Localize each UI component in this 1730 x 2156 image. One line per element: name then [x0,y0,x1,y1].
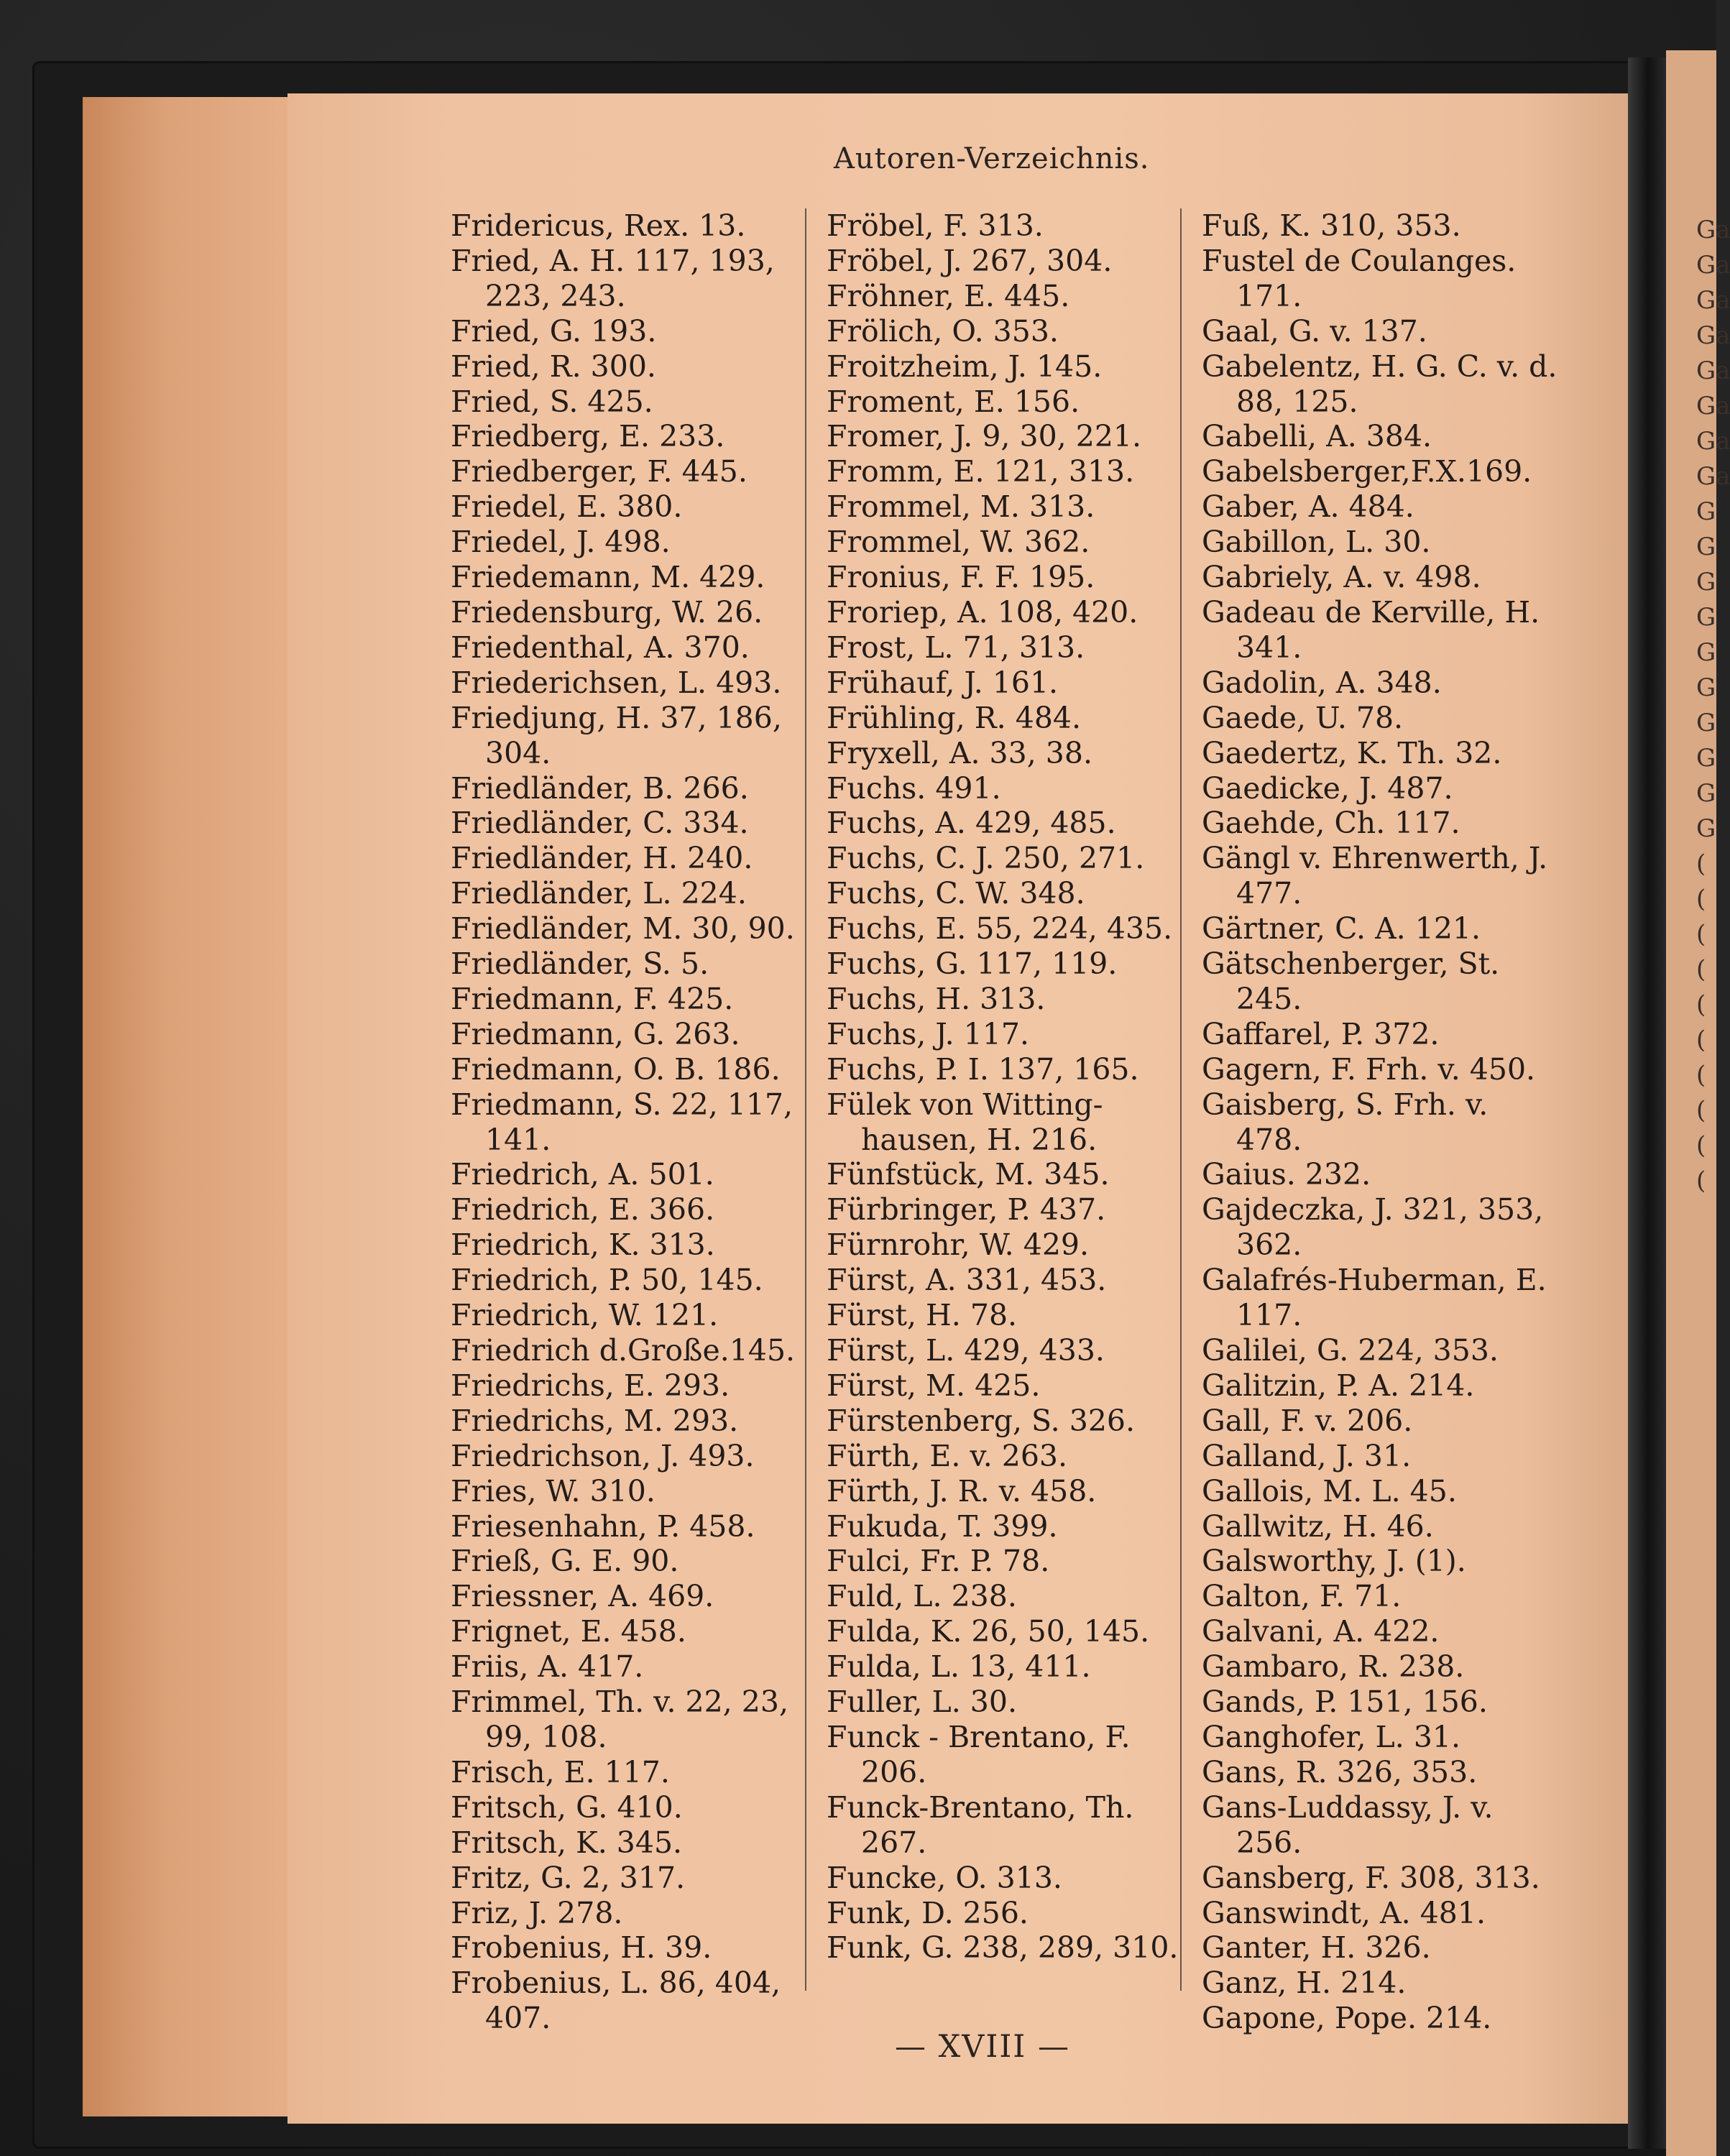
index-entry: Fröhner, E. 445. [827,278,1070,313]
index-entry: Funk, D. 256. [827,1895,1029,1930]
index-entry: Fridericus, Rex. 13. [451,208,746,243]
index-entry: Fulda, L. 13, 411. [827,1649,1091,1685]
index-entry: Friedrich, A. 501. [451,1157,714,1192]
index-entry: Fritsch, K. 345. [451,1825,683,1860]
next-page-letter: Ga [1696,462,1730,491]
index-entry: Fried, A. H. 117, 193, 223, 243. [451,243,775,313]
index-entry: Fulci, Fr. P. 78. [827,1544,1050,1579]
index-entry: Froriep, A. 108, 420. [827,594,1138,630]
next-page-letter: Ga [1696,392,1730,420]
next-page-letter: G [1696,638,1716,667]
index-entry: Friedländer, H. 240. [451,841,753,876]
index-entry: Friedländer, L. 224. [451,876,747,911]
index-entry: Frost, L. 71, 313. [827,630,1085,665]
index-entry: Fuller, L. 30. [827,1685,1017,1720]
index-entry: Gaal, G. v. 137. [1202,313,1427,349]
index-entry: Gagern, F. Frh. v. 450. [1202,1051,1536,1087]
index-entry: Ganswindt, A. 481. [1202,1895,1486,1930]
index-entry: Galafrés-Huberman, E. 117. [1202,1263,1547,1333]
index-entry: Friedrichs, M. 293. [451,1403,739,1438]
index-entry: Friedmann, F. 425. [451,981,734,1016]
book-gutter [1628,57,1667,2149]
index-entry: Fülek von Witting-hausen, H. 216. [827,1087,1103,1157]
index-entry: Gadolin, A. 348. [1202,665,1442,700]
index-entry: Fürth, E. v. 263. [827,1438,1068,1473]
next-page-letter: G [1696,709,1716,737]
index-entry: Fukuda, T. 399. [827,1508,1058,1544]
index-entry: Ganghofer, L. 31. [1202,1719,1461,1754]
index-entry: Galitzin, P. A. 214. [1202,1368,1475,1403]
page-number: — XVIII — [895,2029,1070,2065]
next-page-letter: Ga [1696,321,1730,350]
page-edge [83,97,298,2116]
index-entry: Fuld, L. 238. [827,1579,1017,1614]
index-entry: Frühauf, J. 161. [827,665,1059,700]
next-page-letter: ( [1696,1026,1706,1054]
index-entry: Fries, W. 310. [451,1473,655,1508]
next-page-letter: Ga [1696,286,1730,315]
index-entry: Gabelli, A. 384. [1202,419,1432,454]
next-page-letter: ( [1696,920,1706,949]
index-entry: Gärtner, C. A. 121. [1202,911,1481,946]
index-entry: Friedensburg, W. 26. [451,594,763,630]
next-page-letter: ( [1696,1166,1706,1195]
next-page-letter: ( [1696,955,1706,984]
index-entry: Gallwitz, H. 46. [1202,1508,1434,1544]
index-entry: Fuchs, J. 117. [827,1016,1029,1051]
index-entry: Frimmel, Th. v. 22, 23, 99, 108. [451,1685,788,1754]
index-entry: Frobenius, L. 86, 404, 407. [451,1966,781,2036]
index-entry: Fried, R. 300. [451,349,656,384]
index-entry: Gaedertz, K. Th. 32. [1202,735,1502,770]
index-entry: Galvani, A. 422. [1202,1614,1440,1649]
index-entry: Friedemann, M. 429. [451,560,765,595]
index-entry: Fried, G. 193. [451,313,657,349]
next-page-letter: ( [1696,990,1706,1019]
index-entry: Friedrichs, E. 293. [451,1368,730,1403]
index-entry: Friedjung, H. 37, 186, 304. [451,700,782,770]
index-entry: Friedmann, G. 263. [451,1016,740,1051]
index-entry: Gabillon, L. 30. [1202,525,1431,560]
index-entry: Fünfstück, M. 345. [827,1157,1110,1192]
index-entry: Galton, F. 71. [1202,1579,1402,1614]
next-page-letter: G [1696,497,1716,526]
index-entry: Fuchs, E. 55, 224, 435. [827,911,1173,946]
next-page-letter: G [1696,533,1716,561]
next-page-letter: G [1696,673,1716,702]
index-entry: Friessner, A. 469. [451,1579,714,1614]
index-entry: Friedenthal, A. 370. [451,630,750,665]
index-entry: Fuchs. 491. [827,770,1001,806]
index-entry: Fried, S. 425. [451,384,653,419]
index-entry: Frommel, M. 313. [827,489,1095,525]
column-divider [805,208,806,1991]
index-entry: Gansberg, F. 308, 313. [1202,1860,1540,1895]
index-entry: Gaede, U. 78. [1202,700,1404,735]
index-column-3 [1202,208,1561,2036]
index-entry: Gambaro, R. 238. [1202,1649,1465,1685]
index-entry: Friedberg, E. 233. [451,419,725,454]
index-entry: Funck-Brentano, Th. 267. [827,1789,1134,1860]
index-entry: Gaehde, Ch. 117. [1202,806,1460,841]
index-entry: Froment, E. 156. [827,384,1080,419]
next-page-letter: ( [1696,1131,1706,1160]
index-entry: Fürst, M. 425. [827,1368,1041,1403]
index-entry: Friedberger, F. 445. [451,454,747,489]
index-entry: Ganz, H. 214. [1202,1966,1407,2001]
next-page-letter: ( [1696,1061,1706,1089]
next-page-letter: ( [1696,885,1706,913]
index-entry: Fürnrohr, W. 429. [827,1227,1090,1263]
index-entry: Frobenius, H. 39. [451,1930,712,1966]
index-entry: Gans-Luddassy, J. v. 256. [1202,1789,1494,1860]
index-entry: Fuchs, A. 429, 485. [827,806,1116,841]
index-entry: Gands, P. 151, 156. [1202,1685,1488,1720]
index-entry: Friis, A. 417. [451,1649,644,1685]
index-entry: Frieß, G. E. 90. [451,1544,679,1579]
index-entry: Gaedicke, J. 487. [1202,770,1453,806]
page-header: Autoren-Verzeichnis. [834,142,1150,175]
index-entry: Fürst, H. 78. [827,1298,1018,1333]
index-entry: Friedländer, B. 266. [451,770,749,806]
index-entry: Fustel de Coulanges. 171. [1202,243,1517,313]
index-entry: Froitzheim, J. 145. [827,349,1103,384]
index-entry: Gall, F. v. 206. [1202,1403,1413,1438]
index-entry: Gätschenberger, St. 245. [1202,946,1500,1016]
next-page-letter: Ga [1696,216,1730,244]
index-entry: Friedrich, E. 366. [451,1192,715,1227]
index-entry: Fuchs, G. 117, 119. [827,946,1118,982]
index-entry: Friedrich d.Große.145. [451,1333,796,1368]
index-entry: Fritsch, G. 410. [451,1789,683,1825]
index-entry: Gängl v. Ehrenwerth, J. 477. [1202,841,1548,911]
index-entry: Gabelsberger,F.X.169. [1202,454,1532,489]
next-page-letter: G [1696,814,1716,843]
index-entry: Fürst, A. 331, 453. [827,1263,1107,1298]
next-page-letter: Ga [1696,356,1730,385]
index-entry: Friedmann, S. 22, 117, 141. [451,1087,793,1157]
index-entry: Frignet, E. 458. [451,1614,686,1649]
index-entry: Fröbel, J. 267, 304. [827,243,1113,278]
index-entry: Funcke, O. 313. [827,1860,1062,1895]
index-entry: Frölich, O. 353. [827,313,1059,349]
next-page-letter: G [1696,744,1716,773]
index-entry: Gaber, A. 484. [1202,489,1414,525]
next-page-letter: ( [1696,1096,1706,1125]
index-entry: Gabelentz, H. G. C. v. d. 88, 125. [1202,349,1558,419]
next-page-letter: Ga [1696,427,1730,456]
index-entry: Fryxell, A. 33, 38. [827,735,1093,770]
index-entry: Frisch, E. 117. [451,1754,670,1789]
index-entry: Gaius. 232. [1202,1157,1371,1192]
next-page-letter: G [1696,779,1716,808]
index-entry: Friedmann, O. B. 186. [451,1051,781,1087]
next-page-letter: G [1696,568,1716,596]
index-entry: Gadeau de Kerville, H. 341. [1202,594,1540,665]
index-entry: Friedländer, M. 30, 90. [451,911,795,946]
index-entry: Gallois, M. L. 45. [1202,1473,1457,1508]
index-entry: Fromm, E. 121, 313. [827,454,1135,489]
index-entry: Frommel, W. 362. [827,525,1090,560]
index-entry: Galland, J. 31. [1202,1438,1412,1473]
index-entry: Gaffarel, P. 372. [1202,1016,1440,1051]
index-entry: Fürst, L. 429, 433. [827,1333,1105,1368]
index-column-1 [451,208,803,2036]
index-entry: Gabriely, A. v. 498. [1202,560,1481,595]
index-entry: Friedrichson, J. 493. [451,1438,755,1473]
index-entry: Frühling, R. 484. [827,700,1082,735]
index-entry: Gapone, Pope. 214. [1202,2001,1492,2036]
index-entry: Galilei, G. 224, 353. [1202,1333,1499,1368]
index-entry: Funck - Brentano, F. 206. [827,1719,1131,1789]
index-entry: Friedländer, S. 5. [451,946,709,982]
index-entry: Fuchs, C. W. 348. [827,876,1085,911]
index-entry: Fromer, J. 9, 30, 221. [827,419,1142,454]
index-entry: Fritz, G. 2, 317. [451,1860,686,1895]
index-entry: Fürstenberg, S. 326. [827,1403,1136,1438]
index-entry: Friedrich, K. 313. [451,1227,715,1263]
index-entry: Fuchs, P. I. 137, 165. [827,1051,1139,1087]
index-entry: Friederichsen, L. 493. [451,665,782,700]
index-entry: Fürbringer, P. 437. [827,1192,1106,1227]
index-entry: Friedel, E. 380. [451,489,683,525]
index-entry: Friedel, J. 498. [451,525,671,560]
index-entry: Fröbel, F. 313. [827,208,1044,243]
index-entry: Fuß, K. 310, 353. [1202,208,1461,243]
next-page-letter: ( [1696,849,1706,878]
index-entry: Ganter, H. 326. [1202,1930,1431,1966]
index-entry: Gaisberg, S. Frh. v. 478. [1202,1087,1489,1157]
index-column-2 [827,208,1179,1966]
index-entry: Fronius, F. F. 195. [827,560,1095,595]
index-entry: Fuchs, C. J. 250, 271. [827,841,1145,876]
index-entry: Galsworthy, J. (1). [1202,1544,1466,1579]
index-entry: Friz, J. 278. [451,1895,623,1930]
column-divider [1180,208,1182,1991]
index-entry: Gans, R. 326, 353. [1202,1754,1478,1789]
next-page-letter: G [1696,603,1716,632]
index-entry: Funk, G. 238, 289, 310. [827,1930,1179,1966]
index-entry: Fürth, J. R. v. 458. [827,1473,1097,1508]
index-entry: Fuchs, H. 313. [827,981,1046,1016]
next-page-letter: Ga [1696,251,1730,280]
index-entry: Friedländer, C. 334. [451,806,749,841]
index-entry: Gajdeczka, J. 321, 353, 362. [1202,1192,1544,1263]
index-entry: Fulda, K. 26, 50, 145. [827,1614,1150,1649]
index-entry: Friedrich, P. 50, 145. [451,1263,763,1298]
index-entry: Friesenhahn, P. 458. [451,1508,755,1544]
index-entry: Friedrich, W. 121. [451,1298,719,1333]
